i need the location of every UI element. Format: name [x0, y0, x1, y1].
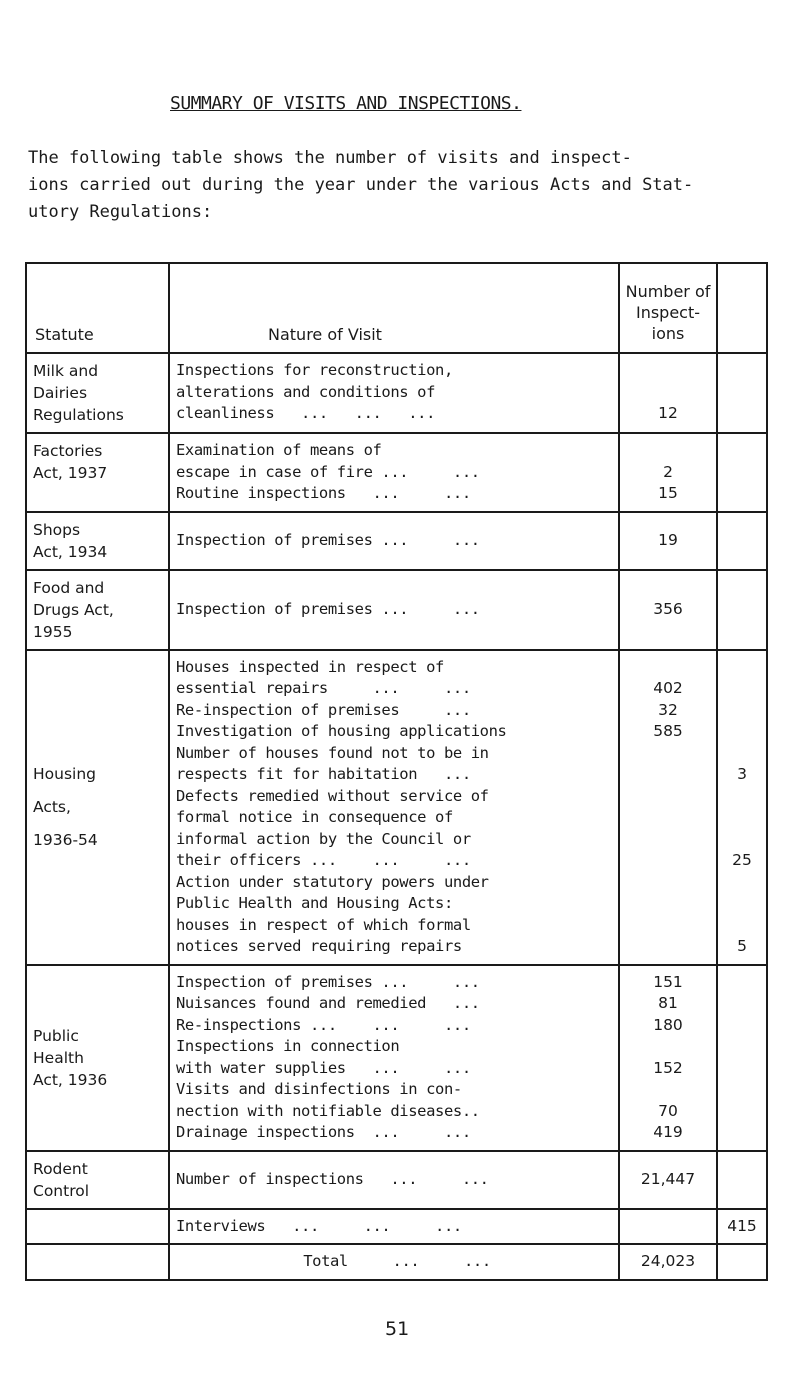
nature-line: Action under statutory powers under: [176, 872, 489, 891]
header-number-line: Number of: [625, 282, 711, 301]
nature-line: Inspection of premises ... ...: [176, 972, 480, 991]
extra-number-cell: [717, 353, 767, 433]
number-value: 419: [653, 1123, 683, 1141]
number-cell: [619, 512, 717, 570]
header-number-line: ions: [651, 324, 685, 343]
nature-line: Public Health and Housing Acts:: [176, 894, 453, 912]
extra-number-value: [718, 519, 766, 541]
statute-line: 1936-54: [33, 830, 98, 849]
extra-number-value: [718, 972, 766, 994]
number-value: 356: [653, 599, 683, 618]
extra-number-value: [718, 893, 766, 915]
number-value: [620, 807, 716, 829]
statute-line: 1955: [33, 622, 73, 641]
statute-line: Health: [33, 1048, 84, 1067]
number-value: [620, 872, 716, 894]
nature-cell: [169, 570, 619, 650]
nature-line: informal action by the Council or: [176, 829, 471, 848]
number-value: [620, 1216, 716, 1238]
extra-number-value: 5: [737, 937, 747, 955]
number-value: 12: [658, 404, 678, 422]
nature-line: Investigation of housing applications: [176, 722, 507, 740]
number-value: 585: [653, 722, 683, 740]
statute-cell: [26, 433, 169, 512]
number-value: 19: [658, 530, 678, 549]
nature-line: cleanliness ... ... ...: [176, 404, 436, 422]
nature-line: Inspection of premises ... ...: [176, 599, 480, 618]
extra-number-value: [718, 678, 766, 700]
table-row: [26, 1209, 767, 1245]
nature-line: Defects remedied without service of: [176, 786, 489, 805]
extra-number-value: [718, 721, 766, 743]
number-cell: [619, 965, 717, 1151]
nature-cell: [169, 650, 619, 965]
nature-line: Inspections in connection: [176, 1037, 400, 1055]
statute-line: Act, 1934: [33, 542, 108, 561]
statute-cell: [26, 965, 169, 1151]
number-value: [620, 440, 716, 462]
table-row: [26, 965, 767, 1151]
nature-cell: [169, 1151, 619, 1209]
statute-line: Public: [33, 1026, 79, 1045]
header-blank: [717, 263, 767, 353]
nature-line: formal notice in consequence of: [176, 808, 453, 826]
extra-number-value: 25: [732, 851, 752, 869]
nature-cell: [169, 1209, 619, 1245]
number-cell: [619, 570, 717, 650]
nature-line: Inspection of premises ... ...: [176, 530, 480, 549]
number-value: 32: [658, 700, 678, 719]
number-value: 2: [663, 462, 673, 481]
number-value: [620, 1079, 716, 1101]
page-title: SUMMARY OF VISITS AND INSPECTIONS.: [170, 93, 522, 114]
extra-number-value: [718, 403, 766, 425]
statute-line: Housing: [33, 764, 97, 783]
table-row: [26, 1151, 767, 1209]
extra-number-value: [718, 786, 766, 808]
number-value: [620, 786, 716, 808]
extra-number-value: [718, 1058, 766, 1080]
intro-line: utory Regulations:: [28, 202, 213, 222]
extra-number-value: [718, 382, 766, 404]
nature-line: Interviews ... ... ...: [176, 1216, 462, 1235]
table-body: [26, 353, 767, 1280]
statute-line: Rodent: [33, 1159, 88, 1178]
extra-number-value: [718, 915, 766, 937]
statute-cell: [26, 353, 169, 433]
nature-cell: [169, 433, 619, 512]
nature-line: Examination of means of: [176, 441, 382, 459]
extra-number-cell: [717, 1244, 767, 1280]
nature-line: Total ... ...: [303, 1252, 491, 1270]
number-value: 21,447: [640, 1169, 696, 1188]
extra-number-value: [718, 1251, 766, 1273]
number-cell: [619, 1244, 717, 1280]
number-value: [620, 915, 716, 937]
statute-line: Drugs Act,: [33, 600, 114, 619]
extra-number-value: [718, 577, 766, 599]
nature-line: nection with notifiable diseases..: [176, 1101, 480, 1120]
extra-number-value: [718, 993, 766, 1015]
statute-line: Shops: [33, 520, 81, 539]
table-row: [26, 570, 767, 650]
nature-line: Re-inspections ... ... ...: [176, 1015, 471, 1034]
page-number: 51: [385, 1318, 410, 1340]
intro-line: ions carried out during the year under the various Acts and Stat-: [28, 175, 694, 195]
number-value: [620, 893, 716, 915]
number-value: 70: [658, 1101, 678, 1120]
nature-line: Routine inspections ... ...: [176, 484, 471, 502]
number-cell: [619, 353, 717, 433]
number-value: 180: [653, 1015, 683, 1034]
extra-number-value: 3: [737, 765, 747, 783]
extra-number-cell: [717, 965, 767, 1151]
number-value: [620, 360, 716, 382]
number-value: [620, 936, 716, 958]
statute-line: Food and: [33, 578, 105, 597]
statute-line: Acts,: [33, 797, 71, 816]
nature-line: essential repairs ... ...: [176, 679, 471, 697]
number-value: 402: [653, 679, 683, 697]
number-cell: [619, 1151, 717, 1209]
nature-cell: [169, 353, 619, 433]
extra-number-value: [718, 1158, 766, 1180]
intro-line: The following table shows the number of visits and inspect-: [28, 148, 632, 168]
intro-paragraph: [28, 145, 768, 226]
number-value: [620, 743, 716, 765]
nature-line: Re-inspection of premises ...: [176, 700, 471, 719]
statute-line: Milk and: [33, 362, 99, 380]
statute-cell: [26, 570, 169, 650]
number-value: 15: [658, 484, 678, 502]
number-cell: [619, 650, 717, 965]
nature-line: Nuisances found and remedied ...: [176, 994, 480, 1012]
table-row: [26, 353, 767, 433]
statute-cell: [26, 1244, 169, 1280]
extra-number-cell: [717, 512, 767, 570]
nature-line: Drainage inspections ... ...: [176, 1123, 471, 1141]
nature-line: respects fit for habitation ...: [176, 765, 471, 783]
number-value: [620, 829, 716, 851]
extra-number-value: [718, 829, 766, 851]
extra-number-value: [718, 1036, 766, 1058]
number-value: 24,023: [640, 1252, 696, 1270]
extra-number-value: 415: [727, 1216, 757, 1235]
nature-line: Houses inspected in respect of: [176, 657, 444, 676]
statute-line: Act, 1937: [33, 464, 108, 482]
number-cell: [619, 433, 717, 512]
extra-number-value: [718, 1015, 766, 1037]
extra-number-cell: [717, 1151, 767, 1209]
table-row: [26, 1244, 767, 1280]
extra-number-value: [718, 1122, 766, 1144]
statute-line: Dairies: [33, 384, 88, 402]
extra-number-value: [718, 360, 766, 382]
nature-line: alterations and conditions of: [176, 382, 436, 401]
extra-number-value: [718, 1101, 766, 1123]
statute-line: Factories: [33, 442, 103, 460]
table-row: [26, 433, 767, 512]
nature-line: Number of houses found not to be in: [176, 743, 489, 762]
extra-number-value: [718, 743, 766, 765]
nature-line: with water supplies ... ...: [176, 1058, 471, 1077]
statute-cell: [26, 512, 169, 570]
header-number-line: Inspect-: [635, 303, 701, 322]
header-statute: Statute: [26, 263, 169, 353]
extra-number-value: [718, 700, 766, 722]
nature-line: houses in respect of which formal: [176, 915, 471, 934]
number-value: 151: [653, 972, 683, 991]
header-nature: Nature of Visit: [169, 263, 619, 353]
nature-cell: [169, 512, 619, 570]
nature-line: Number of inspections ... ...: [176, 1169, 489, 1188]
statute-cell: [26, 650, 169, 965]
extra-number-cell: [717, 433, 767, 512]
nature-line: Visits and disinfections in con-: [176, 1080, 462, 1098]
statute-cell: [26, 1209, 169, 1245]
number-value: [620, 850, 716, 872]
nature-line: escape in case of fire ... ...: [176, 462, 480, 481]
statute-cell: [26, 1151, 169, 1209]
number-value: 152: [653, 1058, 683, 1077]
nature-cell: [169, 1244, 619, 1280]
number-cell: [619, 1209, 717, 1245]
number-value: [620, 657, 716, 679]
table-row: [26, 512, 767, 570]
nature-line: Inspections for reconstruction,: [176, 361, 453, 379]
statute-line: Act, 1936: [33, 1070, 108, 1089]
nature-cell: [169, 965, 619, 1151]
extra-number-value: [718, 440, 766, 462]
number-value: [620, 1036, 716, 1058]
number-value: [620, 382, 716, 404]
nature-line: notices served requiring repairs: [176, 937, 462, 955]
statute-line: Control: [33, 1181, 90, 1200]
header-number: [619, 263, 717, 353]
number-value: [620, 764, 716, 786]
extra-number-cell: [717, 570, 767, 650]
extra-number-value: [718, 872, 766, 894]
extra-number-value: [718, 1079, 766, 1101]
extra-number-value: [718, 807, 766, 829]
number-value: 81: [658, 994, 678, 1012]
nature-line: their officers ... ... ...: [176, 851, 471, 869]
table-row: [26, 650, 767, 965]
table-header-row: [26, 263, 767, 353]
extra-number-cell: [717, 650, 767, 965]
extra-number-value: [718, 657, 766, 679]
extra-number-value: [718, 483, 766, 505]
statute-line: Regulations: [33, 406, 124, 424]
extra-number-cell: [717, 1209, 767, 1245]
extra-number-value: [718, 462, 766, 484]
inspections-table: [25, 262, 768, 1281]
